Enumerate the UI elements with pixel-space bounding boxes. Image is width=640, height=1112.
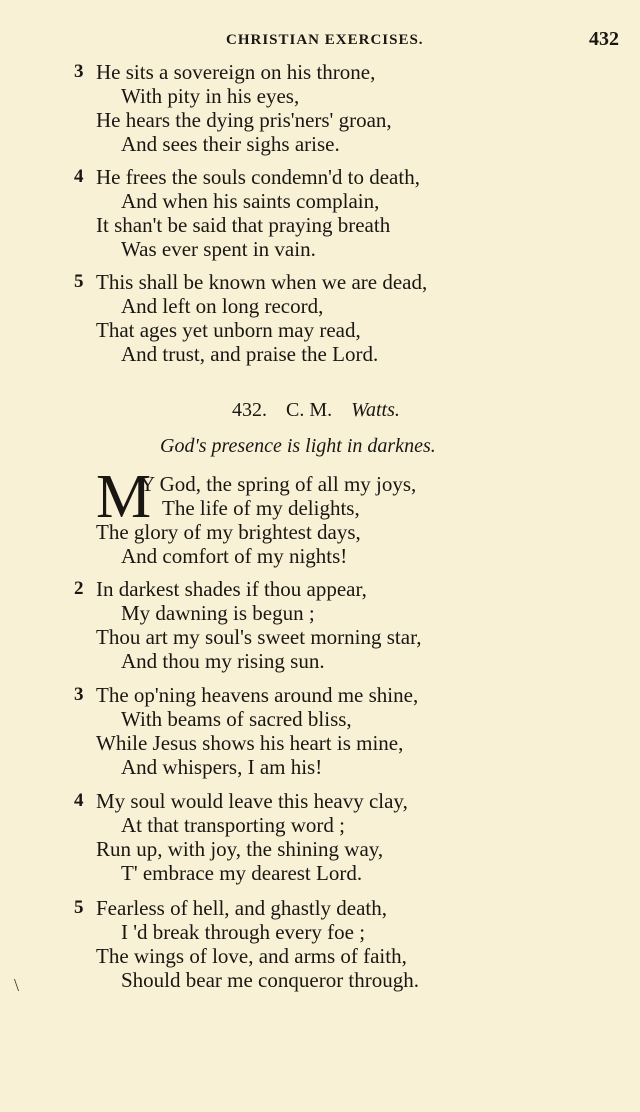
- verse-line: He frees the souls condemn'd to death,: [96, 165, 420, 189]
- verse-line: It shan't be said that praying breath: [96, 213, 391, 237]
- verse-line: The wings of love, and arms of faith,: [96, 944, 407, 968]
- verse-line: While Jesus shows his heart is mine,: [96, 731, 404, 755]
- verse-line: And sees their sighs arise.: [121, 132, 340, 156]
- verse-line: Should bear me conqueror through.: [121, 968, 420, 992]
- verse-line: That ages yet unborn may read,: [96, 318, 361, 342]
- stanza-4: [74, 789, 616, 885]
- page-number: 432: [589, 28, 619, 50]
- verse-line: He sits a sovereign on his throne,: [96, 60, 376, 84]
- verse-line: And trust, and praise the Lord.: [121, 342, 379, 366]
- verse-line: Was ever spent in vain.: [121, 237, 316, 261]
- stanza-number: 5: [74, 897, 84, 918]
- stanza-number: 4: [74, 790, 84, 811]
- verse-line: Fearless of hell, and ghastly death,: [96, 896, 388, 920]
- verse-line: And left on long record,: [121, 294, 324, 318]
- stanza-number: 3: [74, 61, 84, 82]
- verse-line: Y God, the spring of all my joys,: [140, 472, 417, 496]
- verse-line: The op'ning heavens around me shine,: [96, 683, 419, 707]
- verse-line: At that transporting word ;: [121, 813, 345, 837]
- hymn-number: 432.: [232, 399, 267, 421]
- verse-line: And thou my rising sun.: [121, 649, 325, 673]
- stanza-number: 4: [74, 166, 84, 187]
- drop-cap: M: [96, 463, 152, 531]
- stanza-number: 3: [74, 684, 84, 705]
- verse-line: My dawning is begun ;: [121, 601, 315, 625]
- verse-line: The glory of my brightest days,: [96, 520, 361, 544]
- hymn-subtitle: God's presence is light in darknes.: [160, 435, 436, 457]
- running-title: CHRISTIAN EXERCISES.: [226, 32, 424, 48]
- margin-mark: \: [14, 975, 20, 995]
- stanza-number: 5: [74, 271, 84, 292]
- verse-line: Run up, with joy, the shining way,: [96, 837, 384, 861]
- verse-line: And comfort of my nights!: [121, 544, 348, 568]
- verse-line: He hears the dying pris'ners' groan,: [96, 108, 392, 132]
- verse-line: And when his saints complain,: [121, 189, 380, 213]
- verse-line: I 'd break through every foe ;: [121, 920, 366, 944]
- hymn-meter: C. M.: [286, 399, 333, 421]
- verse-line: In darkest shades if thou appear,: [96, 577, 367, 601]
- stanza-5: [74, 896, 616, 992]
- verse-line: T' embrace my dearest Lord.: [121, 861, 363, 885]
- stanza-3: [74, 683, 616, 779]
- hymn-author: Watts.: [351, 399, 400, 421]
- verse-line: The life of my delights,: [162, 496, 360, 520]
- stanza-prev-5: [74, 270, 616, 366]
- verse-line: This shall be known when we are dead,: [96, 270, 428, 294]
- stanza-2: [74, 577, 616, 673]
- verse-line: With pity in his eyes,: [121, 84, 300, 108]
- verse-line: And whispers, I am his!: [121, 755, 323, 779]
- verse-line: With beams of sacred bliss,: [121, 707, 352, 731]
- stanza-prev-3: [74, 60, 616, 156]
- verse-line: Thou art my soul's sweet morning star,: [96, 625, 422, 649]
- hymn-header: [232, 399, 414, 422]
- stanza-prev-4: [74, 165, 616, 261]
- verse-line: My soul would leave this heavy clay,: [96, 789, 408, 813]
- stanza-1: [96, 472, 616, 568]
- stanza-number: 2: [74, 578, 84, 599]
